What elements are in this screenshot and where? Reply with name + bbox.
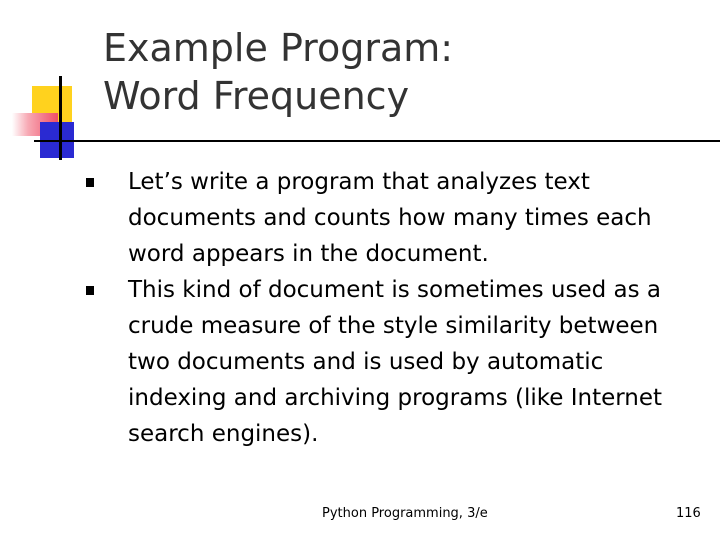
bullet-text: Let’s write a program that analyzes text documents and counts how many times each word appears in the document. [128, 169, 652, 267]
slide-title [103, 24, 703, 120]
page-number: 116 [676, 506, 701, 521]
bullet-list [86, 164, 706, 452]
bullet-text: This kind of document is sometimes used as a crude measure of the style similarity between two documents and is used by automatic indexing and archiving programs (like Internet search engines). [128, 277, 663, 447]
horizontal-rule [34, 140, 720, 142]
square-bullet-icon [86, 286, 94, 295]
title-line: Example Program: [103, 26, 454, 70]
vertical-rule [59, 76, 62, 160]
title-line: Word Frequency [103, 74, 410, 118]
bullet-item [86, 272, 706, 452]
square-bullet-icon [86, 178, 94, 187]
slide-footer: Python Programming, 3/e [322, 506, 488, 521]
bullet-item [86, 164, 706, 272]
